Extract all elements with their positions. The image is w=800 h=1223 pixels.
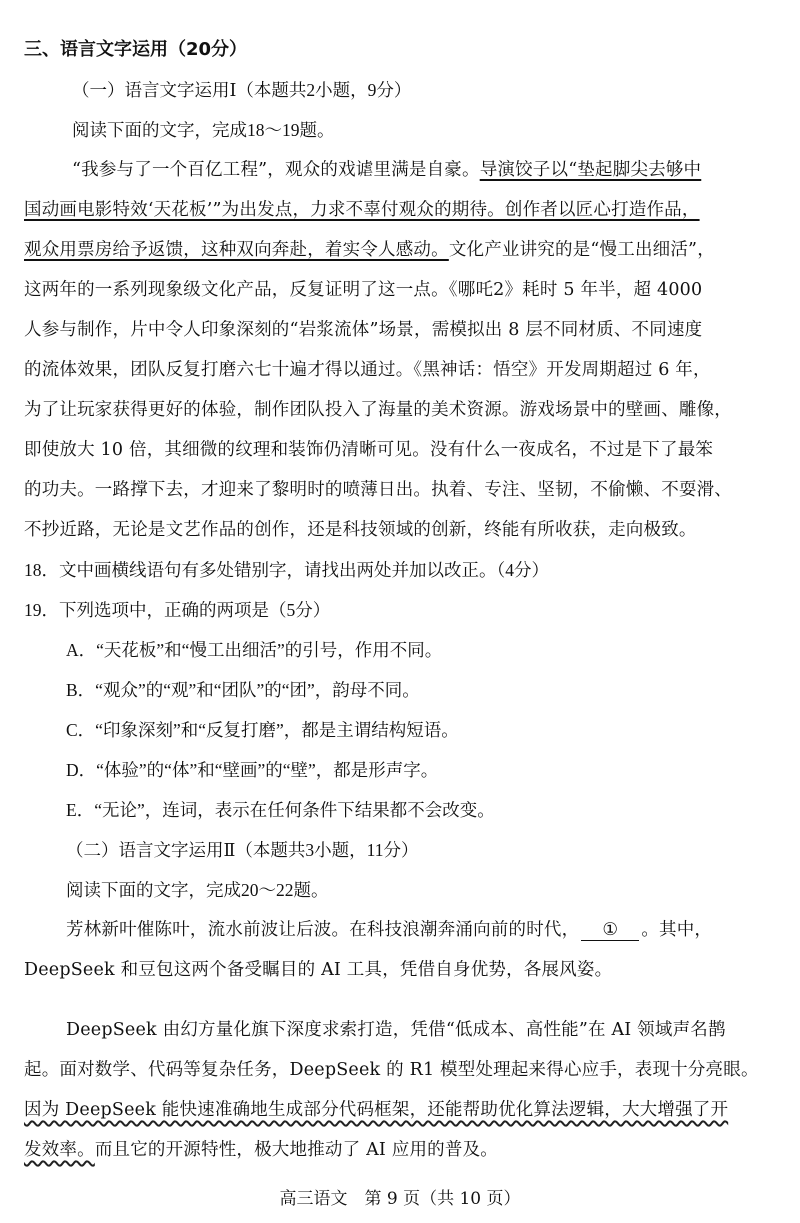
passage1-underlined-line-3: 观众用票房给予返馈，这种双向奔赴，着实令人感动。: [24, 240, 449, 260]
passage1-line-1-plain: “我参与了一个百亿工程”，观众的戏谑里满是自豪。: [72, 160, 480, 180]
passage1-line-4: 这两年的一系列现象级文化产品，反复证明了这一点。《哪吒2》耗时 5 年半，超 4000: [24, 280, 703, 300]
passage1-line-7: 为了让玩家获得更好的体验，制作团队投入了海量的美术资源。游戏场景中的壁画、雕像，: [24, 400, 732, 420]
section-title: 三、语言文字运用（20分）: [24, 39, 248, 60]
part2-instruction: 阅读下面的文字，完成20～22题。: [66, 880, 329, 900]
question-19-option-e: E．“无论”，连词，表示在任何条件下结果都不会改变。: [66, 800, 495, 820]
passage2-line-1: [66, 918, 712, 942]
passage1-underlined-line-2: 国动画电影特效‘天花板’”为出发点，力求不辜付观众的期待。创作者以匠心打造作品，: [24, 200, 700, 220]
question-19-stem: 19．下列选项中，正确的两项是（5分）: [24, 600, 331, 620]
passage1-line-5: 人参与制作，片中令人印象深刻的“岩浆流体”场景，需模拟出 8 层不同材质、不同速度: [24, 320, 703, 340]
question-19-option-a: A．“天花板”和“慢工出细活”的引号，作用不同。: [66, 640, 443, 660]
passage2-line-6-rest: 而且它的开源特性，极大地推动了 AI 应用的普及。: [94, 1140, 498, 1160]
fill-in-blank-1: ①: [581, 920, 639, 941]
passage2-wavy-underlined-line-5: 因为 DeepSeek 能快速准确地生成部分代码框架，还能帮助优化算法逻辑，大大增强了开: [24, 1100, 729, 1120]
passage1-line-9: 的功夫。一路撑下去，才迎来了黎明时的喷薄日出。执着、专注、坚韧，不偷懒、不耍滑、: [24, 480, 732, 500]
passage1-underlined-sentence-start: 导演饺子以“垫起脚尖去够中: [479, 160, 702, 180]
passage2-line-4: 起。面对数学、代码等复杂任务，DeepSeek 的 R1 模型处理起来得心应手，表现十分亮眼。: [24, 1060, 759, 1080]
part1-title: （一）语言文字运用Ⅰ（本题共2小题，9分）: [72, 80, 412, 100]
passage2-line-6: [24, 1138, 498, 1162]
passage2-line-3: DeepSeek 由幻方量化旗下深度求索打造，凭借“低成本、高性能”在 AI 领域声名鹊: [66, 1020, 726, 1040]
part2-title: （二）语言文字运用Ⅱ（本题共3小题，11分）: [66, 840, 419, 860]
passage2-line-1-end: 。其中，: [641, 920, 713, 940]
question-19-option-c: C．“印象深刻”和“反复打磨”，都是主谓结构短语。: [66, 720, 459, 740]
page-footer: 高三语文 第 9 页（共 10 页）: [279, 1189, 521, 1209]
part1-instruction: 阅读下面的文字，完成18～19题。: [72, 120, 335, 140]
passage2-line-5: [24, 1098, 728, 1122]
question-19-option-d: D．“体验”的“体”和“壁画”的“壁”，都是形声字。: [66, 760, 439, 780]
passage2-line-1-text: 芳林新叶催陈叶，流水前波让后波。在科技浪潮奔涌向前的时代，: [66, 920, 580, 940]
passage1-line-3: [24, 238, 715, 262]
question-18: 18．文中画横线语句有多处错别字，请找出两处并加以改正。（4分）: [24, 560, 549, 580]
passage2-line-2: DeepSeek 和豆包这两个备受瞩目的 AI 工具，凭借自身优势，各展风姿。: [24, 960, 613, 980]
passage1-line-3-plain: 文化产业讲究的是“慢工出细活”，: [448, 240, 715, 260]
question-19-option-b: B．“观众”的“观”和“团队”的“团”，韵母不同。: [66, 680, 420, 700]
passage1-line-1: [72, 158, 701, 182]
passage1-line-2: [24, 198, 700, 222]
passage1-line-6: 的流体效果，团队反复打磨六七十遍才得以通过。《黑神话：悟空》开发周期超过 6 年，: [24, 360, 711, 380]
passage1-line-10: 不抄近路，无论是文艺作品的创作，还是科技领域的创新，终能有所收获，走向极致。: [24, 520, 697, 540]
passage1-line-8: 即使放大 10 倍，其细微的纹理和装饰仍清晰可见。没有什么一夜成名，不过是下了最笨: [24, 440, 714, 460]
passage2-wavy-underlined-line-6: 发效率。: [24, 1140, 95, 1160]
